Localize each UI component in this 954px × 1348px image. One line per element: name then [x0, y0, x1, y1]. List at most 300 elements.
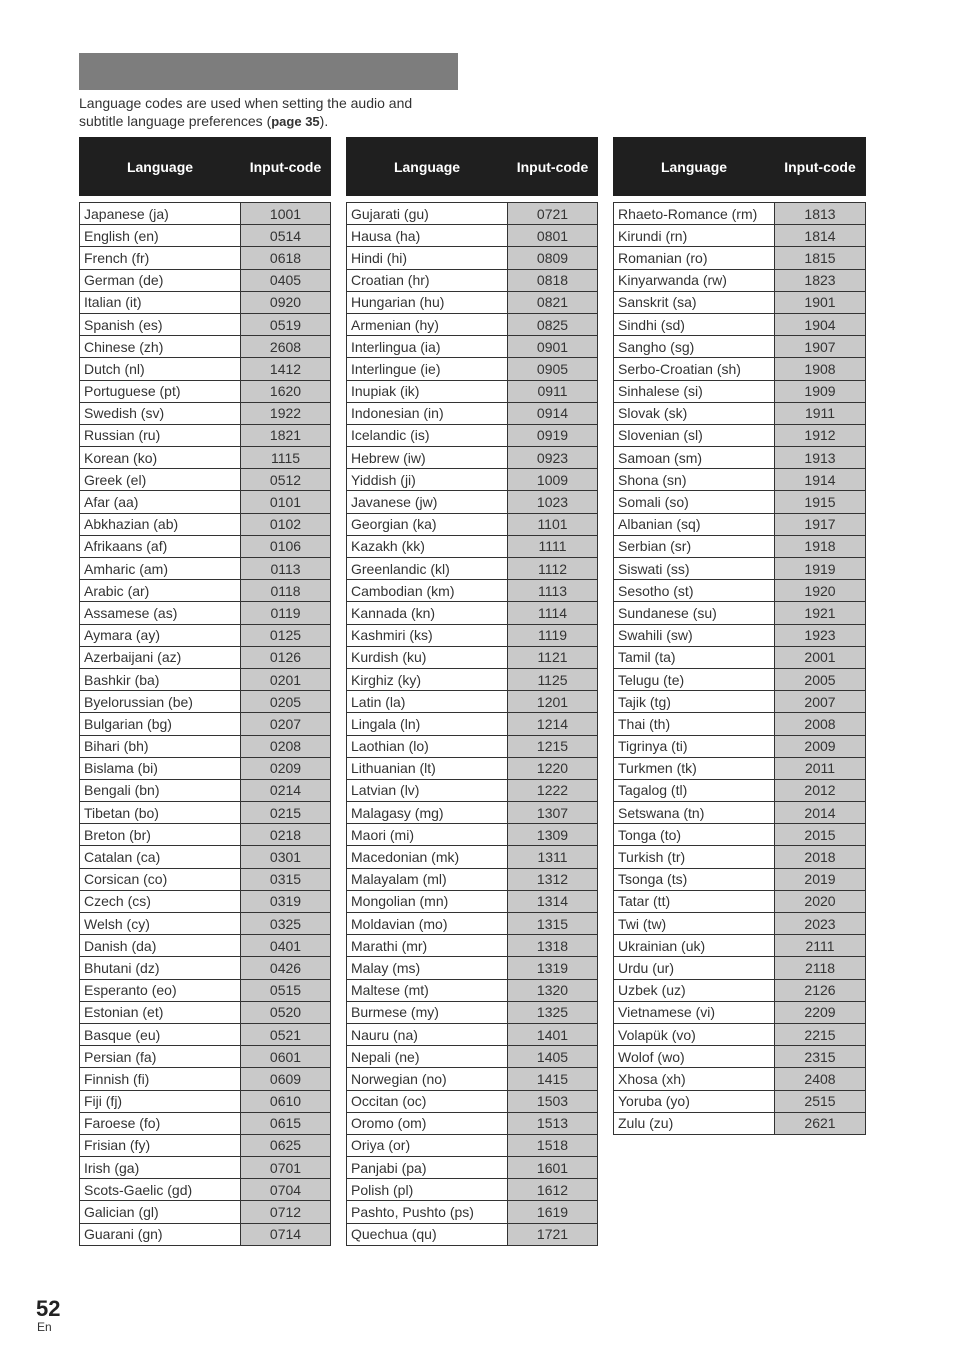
language-name-cell: Kirundi (rn): [614, 225, 775, 247]
input-code-cell: 1904: [775, 313, 866, 335]
table-row: [80, 713, 331, 735]
language-name-cell: Yiddish (ji): [347, 469, 508, 491]
language-name-cell: Bengali (bn): [80, 779, 241, 801]
table-row: [80, 824, 331, 846]
language-name-cell: Kashmiri (ks): [347, 624, 508, 646]
input-code-cell: 1405: [508, 1046, 598, 1068]
language-name-cell: Polish (pl): [347, 1179, 508, 1201]
table-row: [347, 336, 598, 358]
language-name-cell: Finnish (fi): [80, 1068, 241, 1090]
language-name-cell: Lingala (ln): [347, 713, 508, 735]
language-name-cell: Hindi (hi): [347, 247, 508, 269]
table-row: [347, 1112, 598, 1134]
input-code-cell: 1815: [775, 247, 866, 269]
table-row: [347, 824, 598, 846]
language-name-cell: Mongolian (mn): [347, 890, 508, 912]
table-row: [80, 1001, 331, 1023]
table-row: [347, 757, 598, 779]
input-code-cell: 1721: [508, 1223, 598, 1245]
language-name-cell: Sanskrit (sa): [614, 291, 775, 313]
table-row: [80, 1223, 331, 1245]
table-row: [614, 935, 866, 957]
table-row: [80, 1023, 331, 1045]
table-row: [347, 1001, 598, 1023]
language-name-cell: Georgian (ka): [347, 513, 508, 535]
input-code-cell: 0515: [241, 979, 331, 1001]
table-row: [347, 935, 598, 957]
input-code-cell: 2315: [775, 1046, 866, 1068]
language-name-cell: Tatar (tt): [614, 890, 775, 912]
language-name-cell: Breton (br): [80, 824, 241, 846]
input-code-cell: 1923: [775, 624, 866, 646]
language-name-cell: Danish (da): [80, 935, 241, 957]
table-row: [80, 424, 331, 446]
table-row: [80, 1134, 331, 1156]
input-code-cell: 1907: [775, 336, 866, 358]
input-code-cell: 1009: [508, 469, 598, 491]
table-row: [347, 846, 598, 868]
language-name-cell: Assamese (as): [80, 602, 241, 624]
table-row: [80, 203, 331, 225]
input-code-cell: 0102: [241, 513, 331, 535]
language-code-table-3: [613, 137, 866, 1135]
table-row: [614, 491, 866, 513]
table-row: [80, 469, 331, 491]
table-row: [347, 913, 598, 935]
table-row: [614, 269, 866, 291]
input-code-cell: 1215: [508, 735, 598, 757]
language-name-cell: Galician (gl): [80, 1201, 241, 1223]
language-name-cell: Zulu (zu): [614, 1112, 775, 1134]
input-code-cell: 2005: [775, 668, 866, 690]
table-row: [347, 491, 598, 513]
input-code-cell: 1201: [508, 691, 598, 713]
table-row: [80, 890, 331, 912]
language-name-cell: Latvian (lv): [347, 779, 508, 801]
language-name-cell: Corsican (co): [80, 868, 241, 890]
table-row: [80, 336, 331, 358]
input-code-cell: 2018: [775, 846, 866, 868]
input-code-cell: 0923: [508, 447, 598, 469]
input-code-cell: 1814: [775, 225, 866, 247]
table-row: [347, 447, 598, 469]
input-code-cell: 1619: [508, 1201, 598, 1223]
input-code-cell: 1320: [508, 979, 598, 1001]
input-code-cell: 0315: [241, 868, 331, 890]
language-name-cell: Icelandic (is): [347, 424, 508, 446]
input-code-cell: 2408: [775, 1068, 866, 1090]
table-row: [347, 247, 598, 269]
input-code-cell: 0319: [241, 890, 331, 912]
input-code-cell: 0601: [241, 1046, 331, 1068]
table-row: [614, 713, 866, 735]
language-name-cell: Slovenian (sl): [614, 424, 775, 446]
table-row: [614, 358, 866, 380]
language-name-cell: Faroese (fo): [80, 1112, 241, 1134]
language-name-cell: Malagasy (mg): [347, 802, 508, 824]
input-code-cell: 0701: [241, 1157, 331, 1179]
language-name-cell: Kinyarwanda (rw): [614, 269, 775, 291]
input-code-cell: 2023: [775, 913, 866, 935]
input-code-cell: 0821: [508, 291, 598, 313]
input-code-cell: 1912: [775, 424, 866, 446]
input-code-column-header: Input-code: [241, 138, 331, 196]
input-code-cell: 0610: [241, 1090, 331, 1112]
table-row: [614, 824, 866, 846]
input-code-cell: 1909: [775, 380, 866, 402]
language-name-cell: Uzbek (uz): [614, 979, 775, 1001]
input-code-cell: 0405: [241, 269, 331, 291]
table-row: [347, 802, 598, 824]
language-name-cell: Hebrew (iw): [347, 447, 508, 469]
language-name-cell: Samoan (sm): [614, 447, 775, 469]
input-code-cell: 2019: [775, 868, 866, 890]
table-row: [80, 513, 331, 535]
language-name-cell: Scots-Gaelic (gd): [80, 1179, 241, 1201]
table-row: [614, 779, 866, 801]
table-row: [614, 513, 866, 535]
table-row: [614, 313, 866, 335]
language-name-cell: Estonian (et): [80, 1001, 241, 1023]
table-row: [347, 735, 598, 757]
table-row: [347, 291, 598, 313]
input-code-cell: 1908: [775, 358, 866, 380]
input-code-cell: 0126: [241, 646, 331, 668]
input-code-cell: 0625: [241, 1134, 331, 1156]
input-code-cell: 2008: [775, 713, 866, 735]
language-name-cell: Dutch (nl): [80, 358, 241, 380]
input-code-cell: 1311: [508, 846, 598, 868]
input-code-cell: 0520: [241, 1001, 331, 1023]
table-row: [614, 691, 866, 713]
input-code-cell: 0712: [241, 1201, 331, 1223]
table-row: [80, 668, 331, 690]
table-row: [347, 646, 598, 668]
table-row: [347, 1223, 598, 1245]
input-code-cell: 2015: [775, 824, 866, 846]
language-name-cell: Japanese (ja): [80, 203, 241, 225]
input-code-cell: 0905: [508, 358, 598, 380]
table-row: [614, 469, 866, 491]
table-row: [347, 602, 598, 624]
language-name-cell: Thai (th): [614, 713, 775, 735]
table-row: [614, 735, 866, 757]
input-code-cell: 1309: [508, 824, 598, 846]
input-code-cell: 0704: [241, 1179, 331, 1201]
table-row: [347, 979, 598, 1001]
table-row: [614, 602, 866, 624]
input-code-cell: 2118: [775, 957, 866, 979]
language-name-cell: Persian (fa): [80, 1046, 241, 1068]
intro-text-after: ).: [319, 113, 329, 129]
table-row: [614, 913, 866, 935]
input-code-cell: 2001: [775, 646, 866, 668]
language-name-cell: Rhaeto-Romance (rm): [614, 203, 775, 225]
language-name-cell: Somali (so): [614, 491, 775, 513]
input-code-cell: 0426: [241, 957, 331, 979]
table-row: [80, 358, 331, 380]
input-code-cell: 2011: [775, 757, 866, 779]
page-language: En: [37, 1320, 52, 1334]
input-code-cell: 2007: [775, 691, 866, 713]
table-row: [347, 558, 598, 580]
language-name-cell: Wolof (wo): [614, 1046, 775, 1068]
input-code-cell: 0920: [241, 291, 331, 313]
table-row: [614, 1068, 866, 1090]
input-code-cell: 0113: [241, 558, 331, 580]
table-row: [347, 1090, 598, 1112]
input-code-cell: 0218: [241, 824, 331, 846]
language-name-cell: Vietnamese (vi): [614, 1001, 775, 1023]
table-row: [80, 802, 331, 824]
input-code-cell: 1023: [508, 491, 598, 513]
input-code-cell: 0919: [508, 424, 598, 446]
input-code-column-header: Input-code: [508, 138, 598, 196]
input-code-cell: 0118: [241, 580, 331, 602]
language-name-cell: Laothian (lo): [347, 735, 508, 757]
language-name-cell: Basque (eu): [80, 1023, 241, 1045]
language-name-cell: Oriya (or): [347, 1134, 508, 1156]
input-code-cell: 2209: [775, 1001, 866, 1023]
table-row: [347, 1157, 598, 1179]
table-row: [614, 1046, 866, 1068]
language-name-cell: Abkhazian (ab): [80, 513, 241, 535]
table-row: [347, 513, 598, 535]
table-row: [614, 1112, 866, 1134]
table-row: [80, 558, 331, 580]
language-name-cell: Turkmen (tk): [614, 757, 775, 779]
language-name-cell: Swedish (sv): [80, 402, 241, 424]
input-code-cell: 1319: [508, 957, 598, 979]
language-name-cell: Volapük (vo): [614, 1023, 775, 1045]
language-name-cell: Greek (el): [80, 469, 241, 491]
table-row: [614, 846, 866, 868]
language-name-cell: Indonesian (in): [347, 402, 508, 424]
input-code-cell: 0809: [508, 247, 598, 269]
input-code-cell: 1119: [508, 624, 598, 646]
language-name-cell: Hausa (ha): [347, 225, 508, 247]
language-name-cell: Maori (mi): [347, 824, 508, 846]
input-code-cell: 1220: [508, 757, 598, 779]
language-name-cell: Arabic (ar): [80, 580, 241, 602]
table-row: [347, 1134, 598, 1156]
table-row: [80, 846, 331, 868]
language-name-cell: Sundanese (su): [614, 602, 775, 624]
input-code-cell: 0106: [241, 535, 331, 557]
input-code-cell: 2020: [775, 890, 866, 912]
input-code-cell: 0801: [508, 225, 598, 247]
input-code-cell: 1911: [775, 402, 866, 424]
table-row: [347, 469, 598, 491]
input-code-cell: 1601: [508, 1157, 598, 1179]
language-name-cell: Portuguese (pt): [80, 380, 241, 402]
table-row: [347, 668, 598, 690]
table-row: [614, 424, 866, 446]
language-name-cell: Byelorussian (be): [80, 691, 241, 713]
language-name-cell: Slovak (sk): [614, 402, 775, 424]
table-row: [80, 868, 331, 890]
table-row: [80, 1179, 331, 1201]
language-name-cell: Esperanto (eo): [80, 979, 241, 1001]
table-row: [80, 735, 331, 757]
intro-text: [79, 94, 459, 131]
input-code-cell: 1114: [508, 602, 598, 624]
input-code-cell: 1315: [508, 913, 598, 935]
language-name-cell: Chinese (zh): [80, 336, 241, 358]
input-code-cell: 0201: [241, 668, 331, 690]
input-code-cell: 1415: [508, 1068, 598, 1090]
table-row: [614, 624, 866, 646]
table-row: [614, 225, 866, 247]
table-row: [614, 957, 866, 979]
input-code-cell: 0214: [241, 779, 331, 801]
input-code-cell: 2215: [775, 1023, 866, 1045]
table-row: [80, 447, 331, 469]
language-name-cell: Serbian (sr): [614, 535, 775, 557]
table-row: [347, 1179, 598, 1201]
table-row: [614, 1023, 866, 1045]
input-code-cell: 0914: [508, 402, 598, 424]
language-name-cell: Italian (it): [80, 291, 241, 313]
language-name-cell: Romanian (ro): [614, 247, 775, 269]
table-row: [80, 957, 331, 979]
input-code-cell: 0818: [508, 269, 598, 291]
language-name-cell: Pashto, Pushto (ps): [347, 1201, 508, 1223]
language-name-cell: Hungarian (hu): [347, 291, 508, 313]
input-code-cell: 1401: [508, 1023, 598, 1045]
language-name-cell: Serbo-Croatian (sh): [614, 358, 775, 380]
language-name-cell: Norwegian (no): [347, 1068, 508, 1090]
table-row: [347, 890, 598, 912]
table-row: [80, 291, 331, 313]
input-code-cell: 0512: [241, 469, 331, 491]
input-code-cell: 1101: [508, 513, 598, 535]
input-code-cell: 0901: [508, 336, 598, 358]
input-code-cell: 1823: [775, 269, 866, 291]
language-name-cell: Tagalog (tl): [614, 779, 775, 801]
language-name-cell: Spanish (es): [80, 313, 241, 335]
language-name-cell: Bashkir (ba): [80, 668, 241, 690]
language-name-cell: Macedonian (mk): [347, 846, 508, 868]
input-code-cell: 0911: [508, 380, 598, 402]
input-code-cell: 0208: [241, 735, 331, 757]
language-column-header: Language: [80, 138, 241, 196]
language-name-cell: Burmese (my): [347, 1001, 508, 1023]
table-row: [347, 225, 598, 247]
language-name-cell: Nepali (ne): [347, 1046, 508, 1068]
input-code-cell: 0618: [241, 247, 331, 269]
language-name-cell: Bihari (bh): [80, 735, 241, 757]
language-name-cell: Greenlandic (kl): [347, 558, 508, 580]
input-code-cell: 0207: [241, 713, 331, 735]
table-row: [347, 1046, 598, 1068]
table-row: [614, 668, 866, 690]
input-code-cell: 1115: [241, 447, 331, 469]
input-code-cell: 0301: [241, 846, 331, 868]
language-name-cell: German (de): [80, 269, 241, 291]
language-name-cell: Moldavian (mo): [347, 913, 508, 935]
table-row: [614, 868, 866, 890]
input-code-cell: 2621: [775, 1112, 866, 1134]
page-number: 52: [36, 1296, 61, 1321]
language-name-cell: Setswana (tn): [614, 802, 775, 824]
input-code-cell: 1919: [775, 558, 866, 580]
language-name-cell: Tamil (ta): [614, 646, 775, 668]
language-name-cell: Panjabi (pa): [347, 1157, 508, 1179]
input-code-cell: 1222: [508, 779, 598, 801]
table-row: [347, 1023, 598, 1045]
input-code-cell: 0521: [241, 1023, 331, 1045]
table-row: [80, 1090, 331, 1112]
input-code-cell: 0721: [508, 203, 598, 225]
language-name-cell: Kazakh (kk): [347, 535, 508, 557]
language-name-cell: Kurdish (ku): [347, 646, 508, 668]
input-code-cell: 0325: [241, 913, 331, 935]
table-row: [614, 646, 866, 668]
table-row: [80, 1112, 331, 1134]
table-row: [80, 580, 331, 602]
language-name-cell: Sesotho (st): [614, 580, 775, 602]
input-code-cell: 2111: [775, 935, 866, 957]
input-code-cell: 0514: [241, 225, 331, 247]
table-row: [347, 313, 598, 335]
input-code-cell: 0125: [241, 624, 331, 646]
language-name-cell: Gujarati (gu): [347, 203, 508, 225]
language-name-cell: Armenian (hy): [347, 313, 508, 335]
language-name-cell: Xhosa (xh): [614, 1068, 775, 1090]
language-name-cell: Albanian (sq): [614, 513, 775, 535]
language-name-cell: Sangho (sg): [614, 336, 775, 358]
input-code-cell: 1915: [775, 491, 866, 513]
language-name-cell: Nauru (na): [347, 1023, 508, 1045]
table-row: [80, 691, 331, 713]
language-name-cell: Guarani (gn): [80, 1223, 241, 1245]
language-name-cell: Interlingue (ie): [347, 358, 508, 380]
table-row: [347, 1201, 598, 1223]
table-row: [347, 269, 598, 291]
table-row: [614, 535, 866, 557]
input-code-cell: 1921: [775, 602, 866, 624]
input-code-cell: 1318: [508, 935, 598, 957]
language-name-cell: Kannada (kn): [347, 602, 508, 624]
language-name-cell: Swahili (sw): [614, 624, 775, 646]
input-code-cell: 1821: [241, 424, 331, 446]
language-name-cell: Korean (ko): [80, 447, 241, 469]
table-row: [614, 558, 866, 580]
table-row: [614, 1001, 866, 1023]
language-name-cell: Bulgarian (bg): [80, 713, 241, 735]
language-name-cell: Irish (ga): [80, 1157, 241, 1179]
language-name-cell: Afar (aa): [80, 491, 241, 513]
language-name-cell: Tigrinya (ti): [614, 735, 775, 757]
input-code-cell: 1125: [508, 668, 598, 690]
input-code-cell: 2608: [241, 336, 331, 358]
input-code-cell: 1325: [508, 1001, 598, 1023]
table-row: [347, 424, 598, 446]
table-row: [80, 757, 331, 779]
language-name-cell: Bhutani (dz): [80, 957, 241, 979]
language-name-cell: Occitan (oc): [347, 1090, 508, 1112]
language-name-cell: Yoruba (yo): [614, 1090, 775, 1112]
input-code-cell: 2515: [775, 1090, 866, 1112]
input-code-cell: 1917: [775, 513, 866, 535]
language-name-cell: Telugu (te): [614, 668, 775, 690]
table-row: [614, 979, 866, 1001]
language-name-cell: Bislama (bi): [80, 757, 241, 779]
table-row: [614, 291, 866, 313]
language-name-cell: Russian (ru): [80, 424, 241, 446]
input-code-cell: 1518: [508, 1134, 598, 1156]
